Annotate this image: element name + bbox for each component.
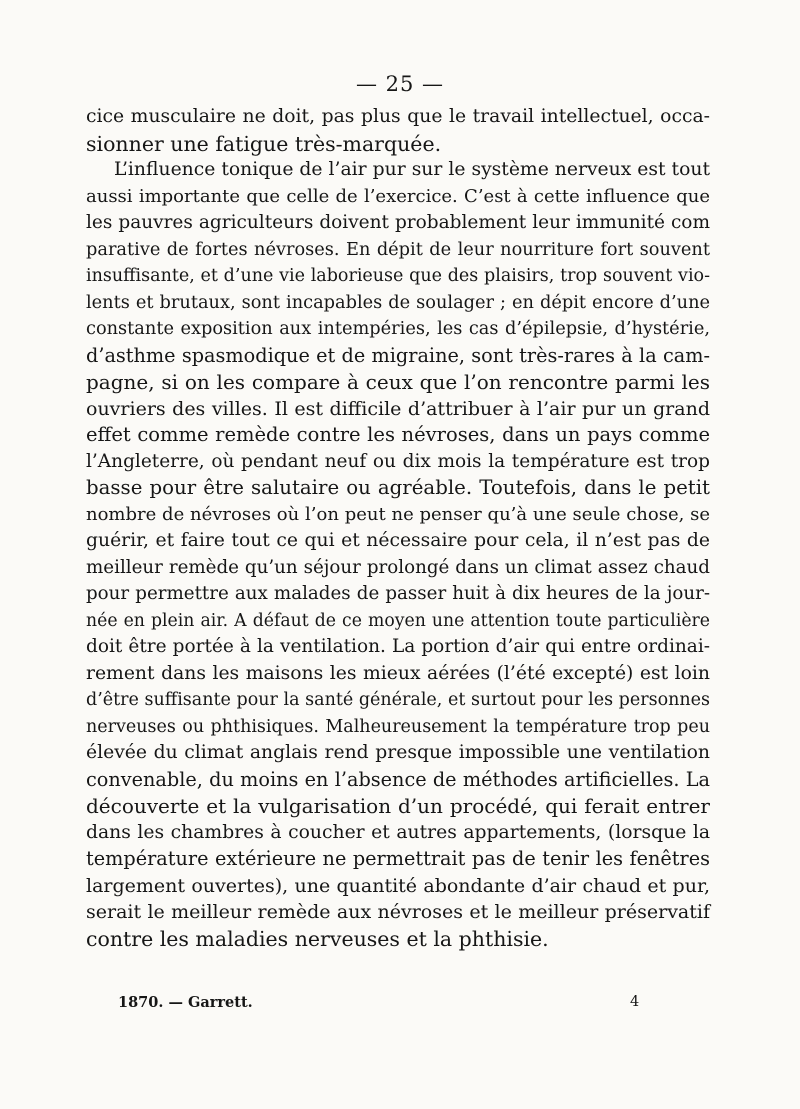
text-line: guérir, et faire tout ce qui et nécessaire pour cela, il n’est pas de	[86, 530, 710, 551]
text-line: L’influence tonique de l’air pur sur le système nerveux est tout	[114, 159, 710, 180]
text-line: doit être portée à la ventilation. La portion d’air qui entre ordinai-	[86, 636, 710, 657]
text-line: basse pour être salutaire ou agréable. Toutefois, dans le petit	[86, 476, 710, 499]
text-line: cice musculaire ne doit, pas plus que le travail intellectuel, occa-	[86, 106, 710, 127]
text-line: aussi importante que celle de l’exercice. C’est à cette influence que	[86, 185, 710, 207]
text-line: d’asthme spasmodique et de migraine, sont très-rares à la cam-	[86, 343, 710, 367]
text-line: née en plein air. A défaut de ce moyen une attention toute particulière	[86, 610, 710, 631]
body-text	[86, 104, 710, 952]
text-line: dans les chambres à coucher et autres appartements, (lorsque la	[86, 821, 710, 843]
text-line: pagne, si on les compare à ceux que l’on rencontre parmi les	[86, 370, 710, 394]
text-line: lents et brutaux, sont incapables de soulager ; en dépit encore d’une	[86, 292, 710, 313]
text-line: ouvriers des villes. Il est difficile d’attribuer à l’air pur un grand	[86, 397, 710, 420]
text-line: l’Angleterre, où pendant neuf ou dix mois la température est trop	[86, 450, 710, 472]
text-line: constante exposition aux intempéries, les cas d’épilepsie, d’hystérie,	[86, 319, 710, 339]
text-line: effet comme remède contre les névroses, dans un pays comme	[86, 423, 710, 446]
text-line: température extérieure ne permettrait pas de tenir les fenêtres	[86, 847, 710, 870]
sheet-signature: 4	[630, 994, 640, 1010]
text-line: pour permettre aux malades de passer huit à dix heures de la jour-	[86, 583, 710, 604]
text-line: convenable, du moins en l’absence de méthodes artificielles. La	[86, 767, 710, 791]
text-line: insuffisante, et d’une vie laborieuse que des plaisirs, trop souvent vio-	[86, 266, 710, 286]
text-line: largement ouvertes), une quantité abondante d’air chaud et pur,	[86, 874, 710, 897]
text-line: serait le meilleur remède aux névroses et le meilleur préservatif	[86, 901, 710, 923]
text-line: découverte et la vulgarisation d’un procédé, qui ferait entrer	[86, 794, 710, 818]
text-line: nerveuses ou phthisiques. Malheureusement la température trop peu	[86, 716, 710, 737]
text-line: rement dans les maisons les mieux aérées (l’été excepté) est loin	[86, 662, 710, 684]
text-line: élevée du climat anglais rend presque impossible une ventilation	[86, 742, 710, 763]
text-line: meilleur remède qu’un séjour prolongé dans un climat assez chaud	[86, 556, 710, 578]
text-line: sionner une fatigue très-marquée.	[86, 131, 442, 156]
text-line: contre les maladies nerveuses et la phthisie.	[86, 926, 549, 951]
text-line: d’être suffisante pour la santé générale, et surtout pour les personnes	[86, 690, 710, 710]
text-line: parative de fortes névroses. En dépit de leur nourriture fort souvent	[86, 239, 710, 260]
printer-signature: 1870. — Garrett.	[118, 994, 253, 1011]
text-line: nombre de névroses où l’on peut ne penser qu’à une seule chose, se	[86, 503, 710, 525]
text-line: les pauvres agriculteurs doivent probablement leur immunité com	[86, 212, 710, 233]
page-number: — 25 —	[355, 72, 445, 96]
